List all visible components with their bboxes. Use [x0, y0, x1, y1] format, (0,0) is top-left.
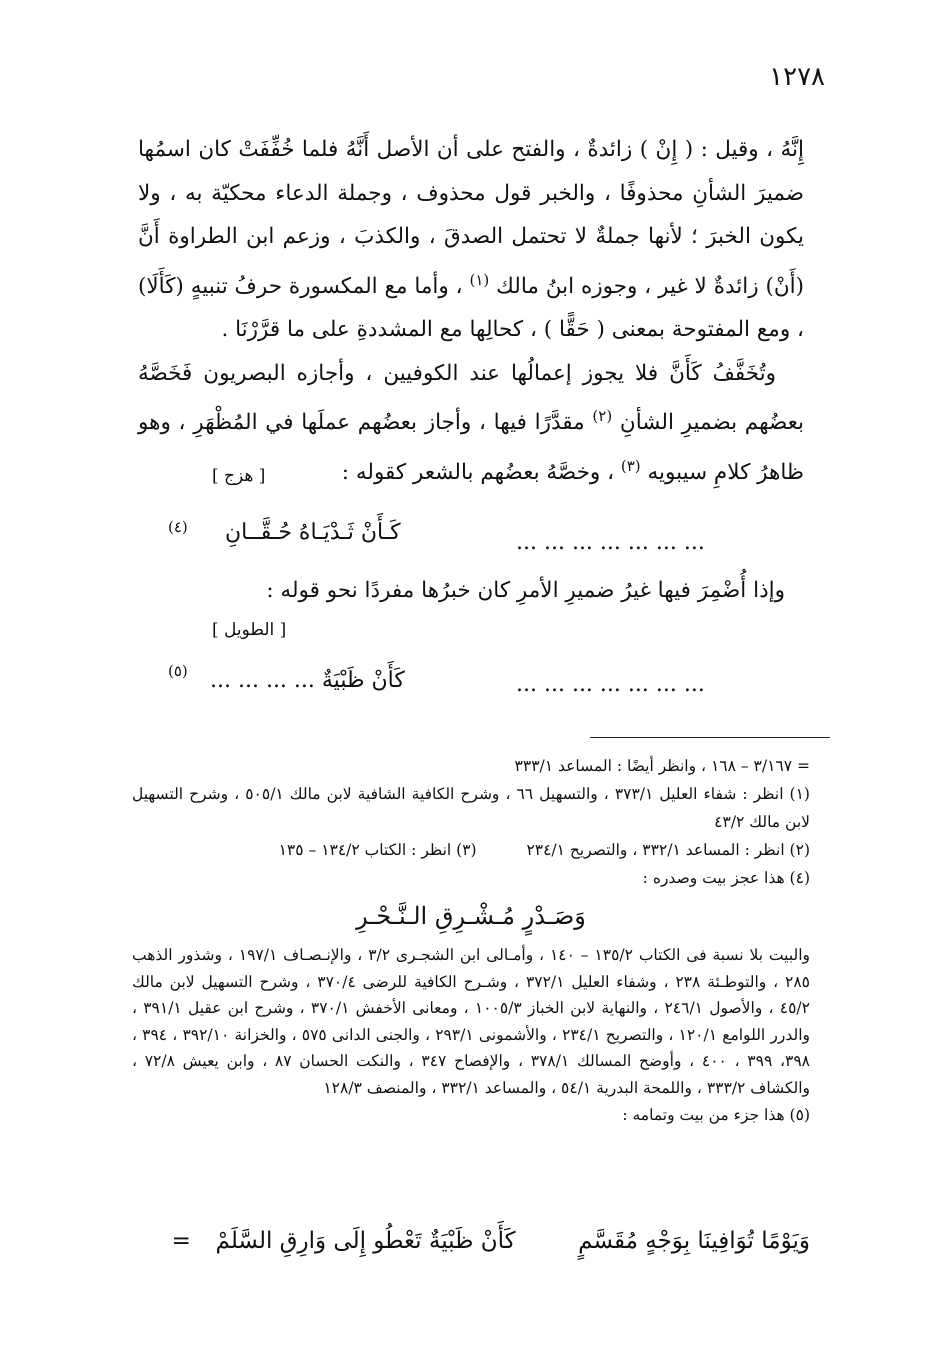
- verse-1-dots: ... ... ... ... ... ... ...: [516, 530, 705, 555]
- footnote-ref-1[interactable]: (١): [469, 270, 490, 289]
- footnote-4-verse: وَصَـدْرٍ مُـشْـرِقِ الـنَّـحْـرِ: [356, 902, 586, 930]
- verse-2-dots: ... ... ... ... ... ... ...: [516, 672, 705, 697]
- footnote-2-3: [132, 836, 810, 864]
- footnote-5-verse-first-hemistich: وَيَوْمًا تُوَافِينَا بِوَجْهٍ مُقَسَّمٍ: [578, 1228, 810, 1254]
- paragraph-1: [138, 128, 804, 352]
- footnote-separator: [590, 737, 830, 738]
- footnote-5-verse-second-hemistich: كَأَنْ ظَبْيَةٌ تَعْطُو إِلَى وَارِقِ السَّلَمْ: [215, 1228, 516, 1254]
- paragraph-1-continuation: ، وأما مع المكسورة حرفُ تنبيهٍ (كَأَلَا) ، ومع المفتوحة بمعنى ( حَقًّا ) ، كحالِها مع المشددةِ على ما قرَّرْنَا .: [138, 273, 804, 343]
- paragraph-2-text-c: ، وخصَّهُ بعضُهم بالشعر كقوله :: [341, 459, 615, 485]
- footnote-continuation: = ٣/١٦٧ – ١٦٨ ، وانظر أيضًا : المساعد ٣٣٣/١: [514, 757, 810, 775]
- paragraph-2-text-a: وتُخَفَّفُ كَأَنَّ فلا يجوز إعمالُها عند الكوفيين ، وأجازه البصريون فَخَصَّهُ بعضُهم بضميرِ الشأنِ: [138, 360, 805, 436]
- page-number: ١٢٧٨: [769, 62, 825, 92]
- verse-2-text: كَأَنْ ظَبْيَةٌ ... ... ... ...: [210, 668, 405, 693]
- meter-label-tawil: [ الطويل ]: [212, 620, 287, 640]
- paragraph-1-text: إِنَّهُ ، وقيل : ( إِنْ ) زائدةٌ ، والفتح على أن الأصل أَنَّهُ فلما خُفِّفَتْ كان اسمُها ضميرَ الشأنِ محذوفًا ، والخبر قول محذوف ، وجملة الدعاء محكيّة به ، ولا يكون الخبرَ ؛ لأنها جملةٌ لا تحتمل الصدقَ ، والكذبَ ، وزعم ابن الطراوة أَنَّ (أَنْ) زائدةٌ لا غير ، وجوزه ابنُ مالك: [138, 137, 805, 299]
- footnotes: [132, 752, 810, 1129]
- footnote-4-sources: والبيت بلا نسبة فى الكتاب ١٣٥/٢ – ١٤٠ ، وأمـالى ابن الشجـرى ٣/٢ ، والإنـصـاف ١٩٧/١ ، وشذور الذهب ٢٨٥ ، والتوطـئة ٢٣٨ ، وشفاء العليل ٣٧٢/١ ، وشـرح الكافية للرضى ٣٧٠/٤ ، وشرح التسهيل لابن مالك ٤٥/٢ ، والأصول ٢٤٦/١ ، والنهاية لابن الخباز ١٠٠٥/٣ ، ومعانى الأخفش ٣٧٠/١ ، وشرح ابن عقيل ٣٩١/١ ، والدرر اللوامع ١٢٠/١ ، والتصريح ٢٣٤/١ ، والأشمونى ٢٩٣/١ ، والجنى الدانى ٥٧٥ ، والخزانة ٣٩٢/١٠ ، ٣٩٤ ، ٣٩٨، ٣٩٩ ، ٤٠٠ ، وأوضح المسالك ٣٧٨/١ ، والإفصاح ٣٤٧ ، والنكت الحسان ٨٧ ، وابن يعيش ٧٢/٨ ، والكشاف ٣٣٣/٢ ، واللمحة البدرية ٥٤/١ ، والمساعد ٣٣٢/١ ، والمنصف ١٢٨/٣: [132, 946, 811, 1097]
- continuation-mark: =: [171, 1228, 191, 1254]
- meter-label-hazaj: [ هزج ]: [212, 466, 266, 486]
- main-text: [138, 128, 804, 494]
- footnote-ref-5[interactable]: (٥): [168, 662, 188, 680]
- footnote-1: (١) انظر : شفاء العليل ٣٧٣/١ ، والتسهيل ٦٦ ، وشرح الكافية الشافية لابن مالك ٥٠٥/١ ، وشرح التسهيل لابن مالك ٤٣/٢: [132, 785, 810, 831]
- footnote-ref-4[interactable]: (٤): [168, 518, 188, 536]
- footnote-2: (٢) انظر : المساعد ٣٣٢/١ ، والتصريح ٢٣٤/١: [526, 841, 810, 859]
- paragraph-3: وإذا أُضْمِرَ فيها غيرُ ضميرِ الأمرِ كان خبرُها مفردًا نحو قوله :: [266, 578, 785, 603]
- footnote-5: (٥) هذا جزء من بيت وتمامه :: [622, 1106, 810, 1124]
- footnote-5-verse: [134, 1228, 810, 1254]
- footnote-ref-3[interactable]: (٣): [620, 456, 641, 475]
- footnote-ref-2[interactable]: (٢): [592, 407, 613, 426]
- footnote-4: (٤) هذا عجز بيت وصدره :: [642, 869, 810, 887]
- footnote-3: (٣) انظر : الكتاب ١٣٤/٢ – ١٣٥: [278, 841, 477, 859]
- verse-1-text: كَـأَنْ ثَـدْيَـاهُ حُـقَّــانِ: [225, 520, 401, 545]
- paragraph-2-text-b: مقدَّرًا فيها ، وأجاز بعضُهم عملَها في المُظْهَرِ ، وهو ظاهرُ كلامِ سيبويه: [138, 410, 804, 485]
